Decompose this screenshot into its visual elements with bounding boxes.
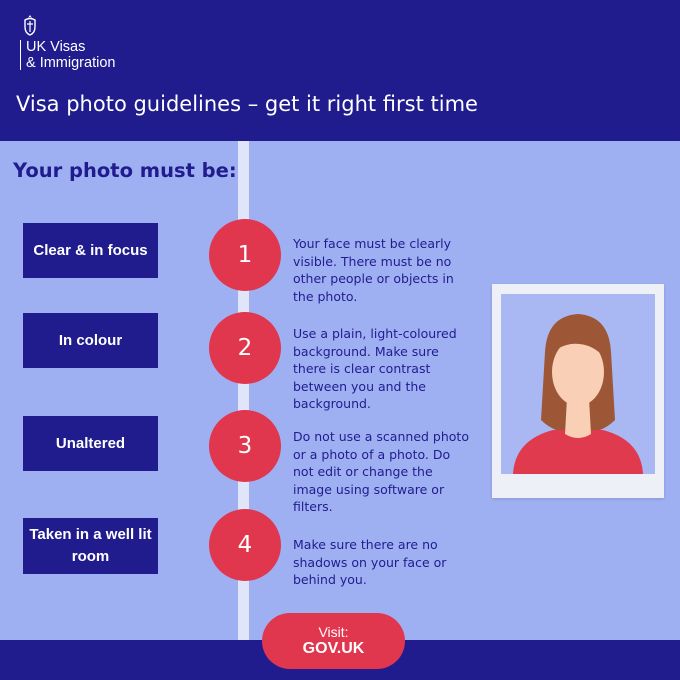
- step-4-description: Make sure there are no shadows on your face or behind you.: [293, 537, 447, 587]
- visit-label: Visit:: [318, 624, 349, 640]
- step-2-label: In colour: [23, 313, 158, 368]
- section-heading: Your photo must be:: [13, 159, 237, 182]
- photo-frame: [492, 284, 664, 498]
- step-4-number: 4: [209, 509, 281, 581]
- step-3-description: Do not use a scanned photo or a photo of a photo. Do not edit or change the image using software or filters.: [293, 429, 469, 514]
- royal-crest-icon: [22, 14, 38, 36]
- step-4-label: Taken in a well lit room: [23, 518, 158, 574]
- step-3-label: Unaltered: [23, 416, 158, 471]
- step-1-label: Clear & in focus: [23, 223, 158, 278]
- step-1-number: 1: [209, 219, 281, 291]
- visit-gov-uk-button[interactable]: [262, 613, 405, 669]
- logo-line-1: UK Visas: [26, 39, 86, 55]
- header: [0, 0, 680, 141]
- step-1-description: Your face must be clearly visible. There must be no other people or objects in the photo.: [293, 236, 454, 304]
- step-3-number: 3: [209, 410, 281, 482]
- gov-uk-link[interactable]: GOV.UK: [302, 640, 365, 657]
- logo: [26, 39, 115, 71]
- step-2-number: 2: [209, 312, 281, 384]
- step-2-description: Use a plain, light-coloured background. Make sure there is clear contrast between you and the background.: [293, 326, 457, 411]
- page-title: Visa photo guidelines – get it right first time: [16, 92, 478, 116]
- passport-photo-person-icon: [501, 294, 655, 474]
- logo-line-2: & Immigration: [26, 55, 116, 71]
- photo-background: [501, 294, 655, 474]
- logo-divider: [20, 40, 21, 70]
